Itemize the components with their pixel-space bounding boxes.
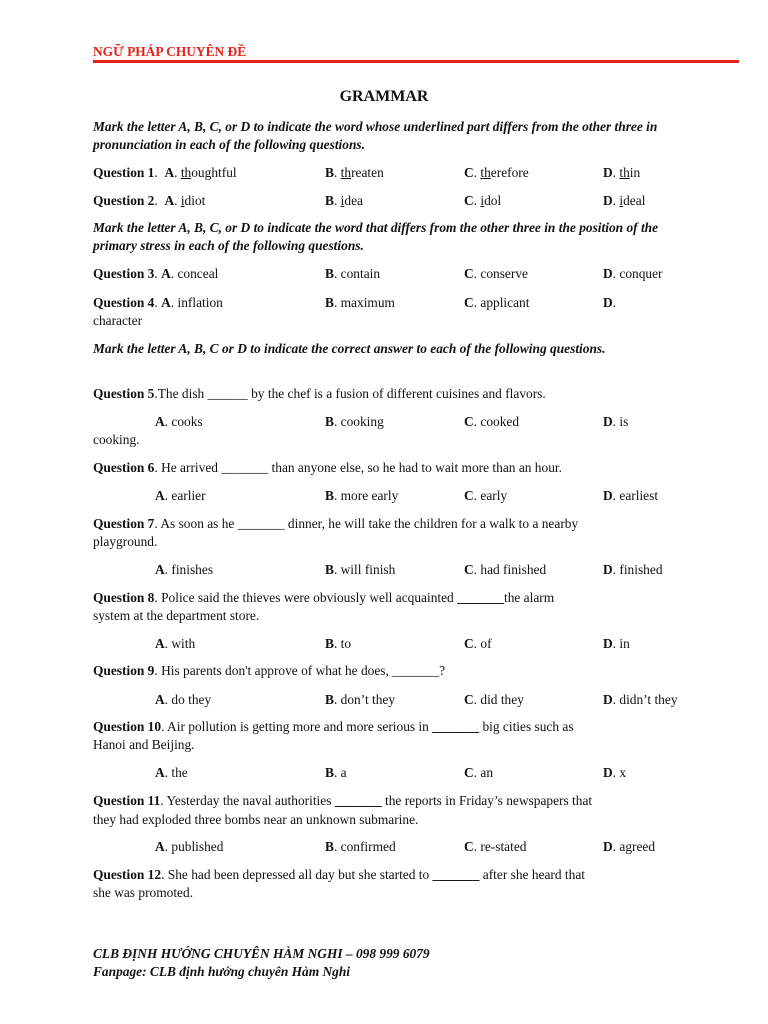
question-4-option-b: B. maximum [325,295,395,310]
question-1-option-c: C. therefore [464,165,529,180]
question-text: The dish ______ by the chef is a fusion of different cuisines and flavors. [157,386,546,401]
question-label: Question 5 [93,386,155,401]
option-text: an [480,765,494,780]
option-letter: B [325,562,334,577]
underlined-part: i [180,193,185,208]
option-a: A. with [155,636,196,651]
option-letter: B [325,839,334,854]
option-text: will finish [340,562,396,577]
question-label: Question 11 [93,793,161,808]
question-1-option-b: B. threaten [325,165,384,180]
question-label: Question 9 [93,663,155,678]
option-text: deal [623,193,646,208]
question-10-stem-continued: Hanoi and Beijing. [93,737,195,752]
option-d: D. agreed [603,839,656,854]
option-c: C. did they [464,692,524,707]
option-c: C. had finished [464,562,547,577]
option-text: diot [184,193,206,208]
option-a: A. do they [155,692,212,707]
option-text: maximum [340,295,395,310]
option-text: do they [171,692,212,707]
answer-blank: _______ [432,719,480,734]
option-text: finished [619,562,663,577]
question-label: Question 7 [93,516,155,531]
option-text: cooked [480,414,520,429]
option-text: x [619,765,627,780]
instruction-pronunciation: Mark the letter A, B, C, or D to indicate the word whose underlined part differs from the other three in pronunciation in each of the following questions. [93,119,658,152]
option-d: D. earliest [603,488,659,503]
option-c: C. cooked [464,414,520,429]
option-text: don’t they [340,692,396,707]
question-5-stem: Question 5.The dish ______ by the chef is a fusion of different cuisines and flavors. [93,386,546,401]
option-b: B. confirmed [325,839,396,854]
option-text: did they [480,692,524,707]
question-2-option-d: D. ideal [603,193,646,208]
option-a: A. the [155,765,188,780]
question-1 [93,164,673,182]
header-rule [93,60,739,63]
option-text: oughtful [191,165,237,180]
option-letter: A [155,414,165,429]
option-letter: D [603,193,613,208]
option-text: re-stated [480,839,527,854]
question-5-options [93,413,673,449]
option-letter: D [603,295,613,310]
option-text: the [171,765,188,780]
option-letter: B [325,295,334,310]
option-letter: D [603,839,613,854]
option-letter: A [155,765,165,780]
answer-blank: _______ [457,590,504,605]
option-a: A. published [155,839,224,854]
option-letter: D [603,165,613,180]
option-text: a [340,765,347,780]
question-11-stem: Question 11. Yesterday the naval authorities _______ the reports in Friday’s newspapers that [93,793,593,808]
question-11-stem-continued: they had exploded three bombs near an unknown submarine. [93,812,419,827]
option-c: C. early [464,488,508,503]
question-2-stem: Question 2. A. idiot [93,193,206,208]
option-letter: B [325,692,334,707]
option-text: contain [340,266,381,281]
question-text: Police said the thieves were obviously well acquainted [161,590,458,605]
question-label: Question 10 [93,719,162,734]
option-text: conceal [177,266,219,281]
question-text: He arrived _______ than anyone else, so he had to wait more than an hour. [161,460,562,475]
option-d: D. finished [603,562,663,577]
question-10-options [93,764,673,782]
option-letter: B [325,193,334,208]
option-letter: B [325,636,334,651]
question-7-stem: Question 7. As soon as he _______ dinner, he will take the children for a walk to a nearby [93,516,579,531]
question-2-option-b: B. idea [325,193,363,208]
question-4-option-c: C. applicant [464,295,530,310]
option-letter: B [325,488,334,503]
option-text: in [619,636,630,651]
question-text: the reports in Friday’s newspapers that [381,793,593,808]
option-letter: D [603,765,613,780]
option-text: more early [340,488,399,503]
underlined-part: i [480,193,485,208]
underlined-part: th [340,165,352,180]
question-12-stem-continued: she was promoted. [93,885,194,900]
question-8-stem-continued: system at the department store. [93,608,260,623]
option-letter: A [161,295,171,310]
question-11-options [93,838,673,856]
instruction-stress: Mark the letter A, B, C, or D to indicate the word that differs from the other three in the position of the primary stress in each of the following questions. [93,220,659,253]
answer-blank: _______ [334,793,382,808]
option-text: earliest [619,488,659,503]
question-label: Question 12 [93,867,162,882]
underlined-part: i [340,193,345,208]
option-text: of [480,636,492,651]
option-letter: B [325,165,334,180]
question-6-options [93,487,673,505]
question-8-options [93,635,673,653]
footer-contact: CLB ĐỊNH HƯỚNG CHUYÊN HÀM NGHI – 098 999 6079 [93,946,430,961]
option-b: B. more early [325,488,399,503]
option-text: finishes [171,562,214,577]
option-letter: C [464,839,474,854]
option-text: published [171,839,224,854]
question-8-stem: Question 8. Police said the thieves were obviously well acquainted _______the alarm [93,590,555,605]
option-text: is [619,414,629,429]
option-text: confirmed [340,839,396,854]
option-letter: A [155,839,165,854]
question-3-option-d: D. conquer [603,266,663,281]
question-2-option-c: C. idol [464,193,502,208]
option-text: with [171,636,196,651]
question-text: big cities such as [479,719,574,734]
option-letter: C [464,295,474,310]
option-b: B. cooking [325,414,384,429]
question-3-option-c: C. conserve [464,266,528,281]
option-c: C. an [464,765,494,780]
question-label: Question 3 [93,266,155,281]
question-text: Air pollution is getting more and more serious in [167,719,433,734]
option-text-continued: cooking. [93,432,140,447]
option-letter: A [155,488,165,503]
underlined-part: i [619,193,624,208]
option-letter: B [325,765,334,780]
answer-blank: _______ [432,867,480,882]
question-label: Question 4 [93,295,155,310]
question-6-stem: Question 6. He arrived _______ than anyone else, so he had to wait more than an hour. [93,460,562,475]
option-letter: C [464,165,474,180]
option-d: D. in [603,636,630,651]
option-letter: D [603,692,613,707]
question-label: Question 1 [93,165,155,180]
question-4 [93,294,673,330]
option-c: C. of [464,636,492,651]
option-letter: A [155,692,165,707]
option-b: B. to [325,636,352,651]
option-text: agreed [619,839,656,854]
option-letter: A [155,562,165,577]
option-letter: C [464,692,474,707]
question-text: As soon as he _______ dinner, he will take the children for a walk to a nearby [160,516,579,531]
option-letter: C [464,636,474,651]
option-letter: A [164,165,175,180]
question-text: Yesterday the naval authorities [166,793,335,808]
option-text: conquer [619,266,663,281]
option-text: applicant [480,295,530,310]
header-title: NGỮ PHÁP CHUYÊN ĐỀ [93,44,247,59]
option-b: B. don’t they [325,692,396,707]
option-letter: D [603,414,613,429]
question-1-option-d: D. thin [603,165,641,180]
question-text: She had been depressed all day but she started to [167,867,433,882]
option-text: earlier [171,488,206,503]
option-a: A. cooks [155,414,203,429]
option-letter: A [161,266,171,281]
question-7-options [93,561,673,579]
question-3 [93,265,673,283]
question-text: His parents don't approve of what he does, _______? [161,663,446,678]
option-text: inflation [177,295,223,310]
instruction-correct-answer: Mark the letter A, B, C or D to indicate the correct answer to each of the following questions. [93,341,606,356]
option-letter: A [155,636,165,651]
underlined-part: th [480,165,491,180]
option-text: conserve [480,266,528,281]
question-text: the alarm [503,590,555,605]
question-label: Question 2 [93,193,155,208]
option-text: character [93,313,143,328]
option-text: didn’t they [619,692,678,707]
option-d: D. didn’t they [603,692,678,707]
option-a: A. finishes [155,562,214,577]
footer [93,945,430,981]
option-letter: B [325,266,334,281]
option-b: B. will finish [325,562,396,577]
option-text: early [480,488,508,503]
option-letter: D [603,266,613,281]
underlined-part: th [180,165,192,180]
option-a: A. earlier [155,488,206,503]
option-letter: C [464,562,474,577]
question-label: Question 8 [93,590,155,605]
question-4-option-d: D. [603,295,617,310]
option-text: cooks [171,414,203,429]
option-letter: D [603,562,613,577]
question-label: Question 6 [93,460,155,475]
option-text: dol [484,193,502,208]
option-text: to [340,636,352,651]
option-text: erefore [490,165,529,180]
question-10-stem: Question 10. Air pollution is getting more and more serious in _______ big cities such as [93,719,574,734]
question-9-stem: Question 9. His parents don't approve of what he does, _______? [93,663,446,678]
question-1-stem: Question 1. A. thoughtful [93,165,237,180]
option-d: D. x [603,765,627,780]
option-letter: D [603,488,613,503]
option-letter: C [464,488,474,503]
option-text: in [629,165,641,180]
document-title: GRAMMAR [339,88,429,105]
question-4-stem: Question 4. A. inflation [93,295,223,310]
option-letter: C [464,266,474,281]
option-letter: B [325,414,334,429]
option-text: cooking [340,414,384,429]
option-text: had finished [480,562,547,577]
question-9-options [93,691,678,709]
option-c: C. re-stated [464,839,527,854]
question-7-stem-continued: playground. [93,534,158,549]
option-letter: C [464,193,474,208]
underlined-part: th [619,165,630,180]
footer-fanpage: Fanpage: CLB định hướng chuyên Hàm Nghi [93,964,351,979]
option-d: D. is [603,414,629,429]
option-text: reaten [351,165,384,180]
option-b: B. a [325,765,347,780]
option-letter: C [464,765,474,780]
question-2 [93,192,673,210]
option-letter: D [603,636,613,651]
option-letter: C [464,414,474,429]
question-3-stem: Question 3. A. conceal [93,266,219,281]
question-12-stem: Question 12. She had been depressed all day but she started to _______ after she heard that [93,867,586,882]
option-text: dea [344,193,363,208]
question-text: after she heard that [479,867,586,882]
option-letter: A [164,193,175,208]
question-3-option-b: B. contain [325,266,381,281]
